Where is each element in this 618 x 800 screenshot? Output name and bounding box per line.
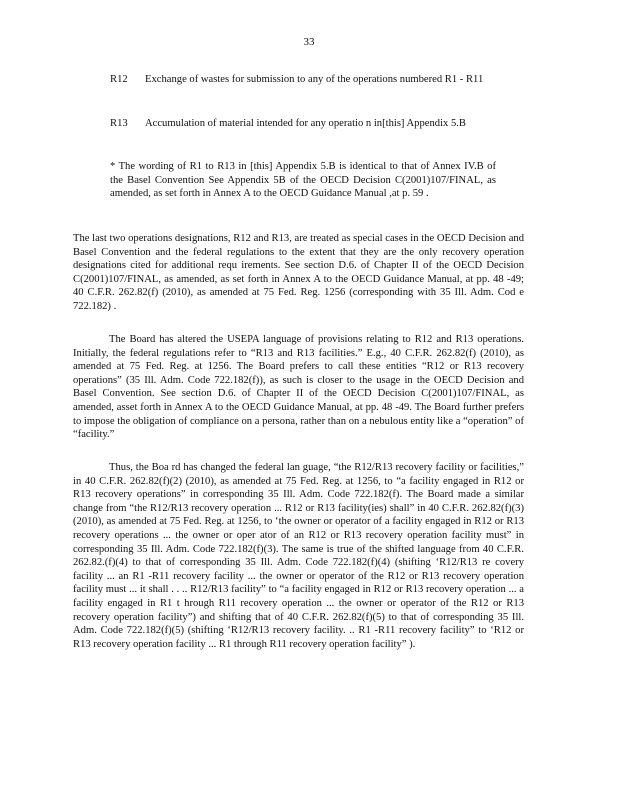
body-paragraph: The Board has altered the USEPA language of provisions relating to R12 and R13 operations. Initially, the federal regulations refer to “R13 and R13 facilities.” E.g., 40 C.F.R. 262.82(f) (2010), as amended at 75 Fed. Reg. at 1256. The Board prefers to call these entities “R12 or R13 recovery operations” (35 Ill. Adm. Code 722.182(f)), as such is closer to the usage in the OECD Decision and Basel Convention. See section D.6. of Chapter II of the OECD Decision C(2001)107/FINAL, as amended, asset forth in Annex A to the OECD Guidance Manual, at pp. 48 -49. The Board further prefers to impose the obligation of compliance on a persona, rather than on a nebulous entity like a “operation” of “facility.” xyxy=(73,334,524,441)
annex-footnote: * The wording of R1 to R13 in [this] Appendix 5.B is identical to that of Annex IV.B of the Basel Convention See Appendix 5B of the OECD Decision C(2001)107/FINAL, as amended, as set forth in Annex A to the OECD Guidance Manual ,at p. 59 . xyxy=(110,161,496,200)
annex-code: R12 xyxy=(110,74,128,85)
body-paragraph: Thus, the Boa rd has changed the federal lan guage, “the R12/R13 recovery facility or facilities,” in 40 C.F.R. 262.82(f)(2) (2010), as amended at 75 Fed. Reg. at 1256, to “a facility engaged in R12 or R13 recovery operations” in corresponding 35 Ill. Adm. Code 722.182(f). The Board made a similar change from “the R12/R13 recovery operation ... R12 or R13 facility(ies) shall” in 40 C.F.R. 262.82(f)(3) (2010), as amended at 75 Fed. Reg. at 1256, to ‘the owner or operator of a facility engaged in R12 or R13 recovery operations ... the owner or oper ator of an R12 or R13 recovery operation facility must” in corresponding 35 Ill. Adm. Code 722.182(f)(3). The same is true of the shifted language from 40 C.F.R. 262.82.(f)(4) to that of corresponding 35 Ill. Adm. Code 722.182(f)(4) (shifting ‘R12/R13 re covery facility ... an R1 -R11 recovery facility ... the owner or operator of the R12 or R13 recovery operation facility must ... it shall . . .. R12/R13 facility” to “a facility engaged in R12 or R13 recovery operation ... a facility engaged in R1 t hrough R11 recovery operation ... the owner or operator of the R12 or R13 recovery operation facility”) and shifting that of 40 C.F.R. 262.82(f)(5) to that of corresponding 35 Ill. Adm. Code 722.182(f)(5) (shifting ‘R12/R13 recovery facility. .. R1 -R11 recovery facility” to ‘R12 or R13 recovery operation facility ... R1 through R11 recovery operation facility” ). xyxy=(73,462,524,650)
annex-code: R13 xyxy=(110,118,128,129)
annex-description: Accumulation of material intended for any operatio n in[this] Appendix 5.B xyxy=(145,118,466,129)
annex-description: Exchange of wastes for submission to any of the operations numbered R1 - R11 xyxy=(145,74,484,85)
page-number: 33 xyxy=(303,36,315,48)
body-paragraph: The last two operations designations, R12 and R13, are treated as special cases in the OECD Decision and Basel Convention and the federal regulations to the extent that they are the only recovery operation designations cited for additional requ irements. See section D.6. of Chapter II of the OECD Decision C(2001)107/FINAL, as amended, as set forth in Annex A to the OECD Guidance Manual, at pp. 48 -49; 40 C.F.R. 262.82(f) (2010), as amended at 75 Fed. Reg. 1256 (corresponding with 35 Ill. Adm. Cod e 722.182) . xyxy=(73,233,524,312)
